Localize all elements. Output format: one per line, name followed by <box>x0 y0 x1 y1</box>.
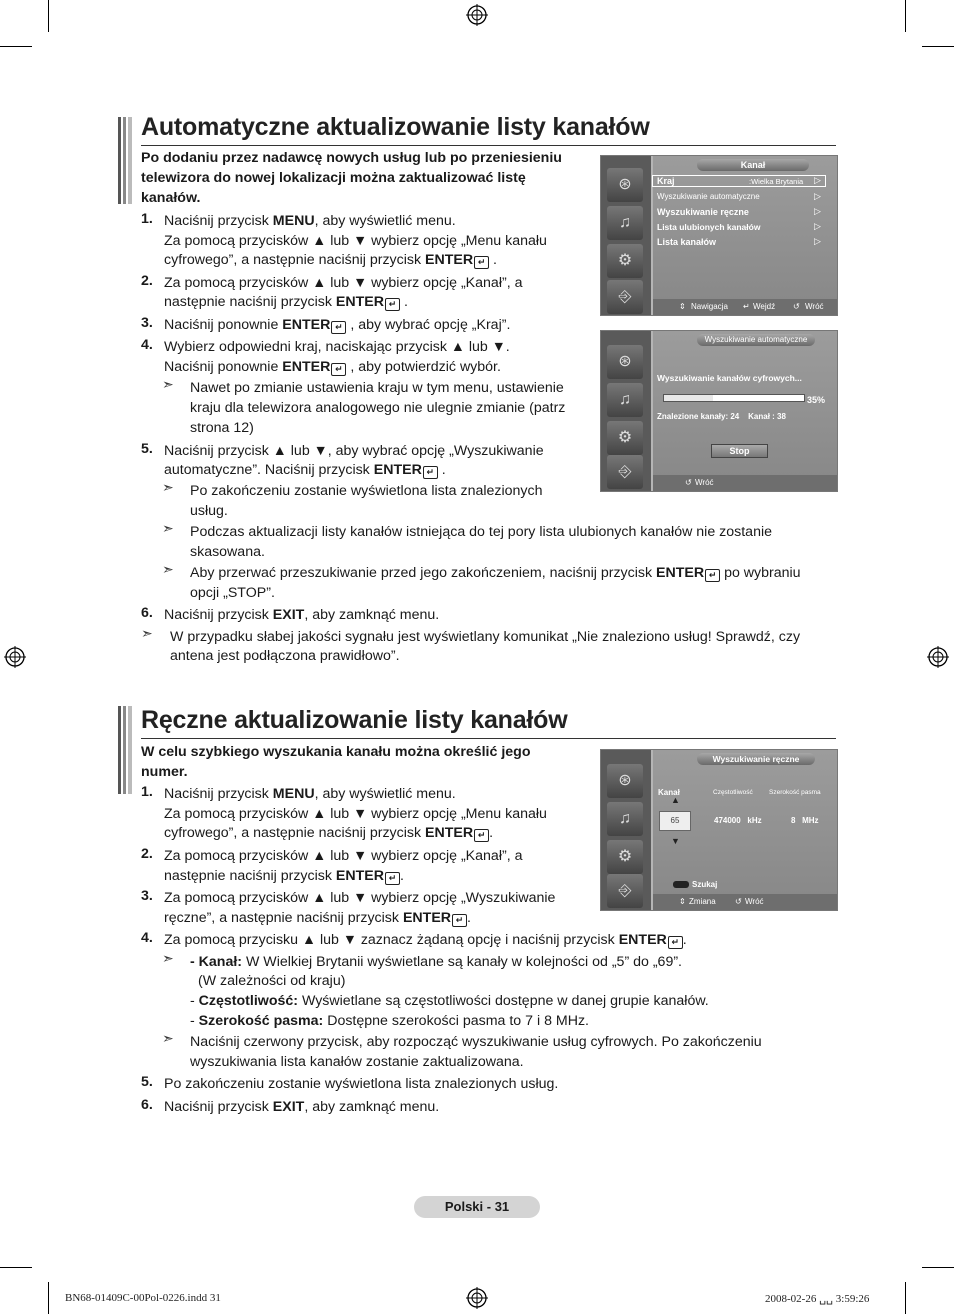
intro-line: Po dodaniu przez nadawcę nowych usług lub po przeniesieniu <box>141 150 562 166</box>
chevron-right-icon: ▷ <box>814 191 821 201</box>
setup-gear-icon: ⚙ <box>607 421 643 455</box>
osd-content <box>653 331 837 491</box>
step-text: Wybierz odpowiedni kraj, naciskając przycisk ▲ lub ▼. <box>164 339 510 355</box>
step-number: 4. <box>141 930 153 946</box>
sound-icon: ♫ <box>607 802 643 836</box>
step-text: Naciśnij przycisk MENU, aby wyświetlić menu. <box>164 213 456 229</box>
section-title-auto: Automatyczne aktualizowanie listy kanałów <box>141 113 650 141</box>
note-text: Naciśnij czerwony przycisk, aby rozpocząć wyszukiwanie usług cyfrowych. Po zakończeniu <box>190 1034 762 1050</box>
osd-status: Wyszukiwanie kanałów cyfrowych... <box>657 373 802 383</box>
note-arrow-icon: ➣ <box>162 1030 174 1046</box>
note-text: Podczas aktualizacji listy kanałów istniejąca do tej pory lista ulubionych kanałów nie zostanie <box>190 524 772 540</box>
crop-mark <box>922 46 954 47</box>
red-button-icon <box>673 881 689 888</box>
note-text: skasowana. <box>190 544 265 560</box>
enter-icon: ↵ <box>705 569 720 582</box>
input-icon: ⎆ <box>607 280 643 314</box>
input-icon: ⎆ <box>607 455 643 489</box>
step-number: 1. <box>141 784 153 800</box>
updown-icon: ⇕ <box>679 302 686 311</box>
note-text: Aby przerwać przeszukiwanie przed jego zakończeniem, naciśnij przycisk ENTER ↵ po wybraniu <box>190 565 801 581</box>
osd-col-channel: Kanał <box>658 788 680 797</box>
note-text: - Kanał: W Wielkiej Brytanii wyświetlane są kanały w kolejności od „5” do „69”. <box>190 954 683 970</box>
note-text: Nawet po zmianie ustawienia kraju w tym menu, ustawienie <box>190 380 564 396</box>
step-number: 6. <box>141 605 153 621</box>
arrow-down-icon[interactable]: ▼ <box>671 836 680 846</box>
osd-footer: ↺ Wróć <box>653 475 837 491</box>
enter-icon: ↵ <box>385 298 400 311</box>
crop-mark <box>48 1282 49 1314</box>
step-number: 5. <box>141 441 153 457</box>
registration-mark-icon <box>4 646 26 668</box>
osd-col-frequency: Częstotliwość <box>713 789 753 796</box>
enter-icon: ↵ <box>668 936 683 949</box>
sound-icon: ♫ <box>607 206 643 240</box>
chevron-right-icon: ▷ <box>814 236 821 246</box>
osd-header: Wyszukiwanie automatyczne <box>697 334 815 346</box>
step-number: 4. <box>141 337 153 353</box>
note-text: - Częstotliwość: Wyświetlane są częstotliwości dostępne w danej grupie kanałów. <box>190 993 709 1009</box>
step-text: Za pomocą przycisków ▲ lub ▼ wybierz opcję „Menu kanału <box>164 233 547 249</box>
step-text: ręczne”, a następnie naciśnij przycisk ENTER ↵ . <box>164 910 471 926</box>
progress-fill <box>664 395 713 401</box>
registration-mark-icon <box>466 4 488 26</box>
step-number: 6. <box>141 1097 153 1113</box>
step-number: 1. <box>141 211 153 227</box>
registration-mark-icon <box>927 646 949 668</box>
osd-channel-menu <box>600 155 838 316</box>
antenna-icon: ⊛ <box>607 764 643 798</box>
intro-line: kanałów. <box>141 190 201 206</box>
osd-item[interactable]: Wyszukiwanie automatyczne <box>657 192 760 201</box>
input-icon: ⎆ <box>607 874 643 908</box>
note-arrow-icon: ➣ <box>162 950 174 966</box>
note-text: opcji „STOP”. <box>190 585 275 601</box>
note-text: strona 12) <box>190 420 254 436</box>
osd-item[interactable]: Lista kanałów <box>657 237 717 247</box>
osd-bandwidth-value: 8 MHz <box>791 816 819 825</box>
osd-auto-search <box>600 330 838 492</box>
section-rule <box>141 738 836 739</box>
chevron-right-icon: ▷ <box>814 221 821 231</box>
enter-icon: ↵ <box>452 914 467 927</box>
step-text: następnie naciśnij przycisk ENTER ↵ . <box>164 294 408 310</box>
crop-mark <box>922 1267 954 1268</box>
note-arrow-icon: ➣ <box>162 376 174 392</box>
stop-button[interactable]: Stop <box>711 444 768 458</box>
progress-bar <box>663 394 805 402</box>
section-rule <box>141 145 836 146</box>
section-title-manual: Ręczne aktualizowanie listy kanałów <box>141 706 568 734</box>
step-text: Po zakończeniu zostanie wyświetlona lista znalezionych usług. <box>164 1076 559 1092</box>
enter-icon: ↵ <box>385 872 400 885</box>
crop-mark <box>0 1267 32 1268</box>
enter-icon: ↵ <box>474 829 489 842</box>
crop-mark <box>48 0 49 32</box>
note-arrow-icon: ➣ <box>162 561 174 577</box>
step-text: automatyczne”. Naciśnij przycisk ENTER ↵ . <box>164 462 446 478</box>
chevron-right-icon: ▷ <box>814 175 821 185</box>
note-text: kraju dla telewizora analogowego nie ulegnie zmianie (patrz <box>190 400 566 416</box>
enter-icon: ↵ <box>474 256 489 269</box>
crop-mark <box>905 0 906 32</box>
step-number: 5. <box>141 1074 153 1090</box>
setup-gear-icon: ⚙ <box>607 840 643 874</box>
osd-footer: ⇕ Nawigacja ↵ Wejdź ↺ Wróć <box>653 299 837 315</box>
osd-header: Wyszukiwanie ręczne <box>697 753 815 765</box>
intro-line: W celu szybkiego wyszukania kanału można określić jego <box>141 744 531 760</box>
note-arrow-icon: ➣ <box>162 520 174 536</box>
note-text: W przypadku słabej jakości sygnału jest wyświetlany komunikat „Nie znaleziono usług! Sprawdź, czy <box>170 629 801 645</box>
step-text: Naciśnij ponownie ENTER ↵ , aby potwierdzić wybór. <box>164 359 501 375</box>
osd-footer: ⇕ Zmiana ↺ Wróć <box>653 894 837 910</box>
crop-mark <box>905 1282 906 1314</box>
osd-col-bandwidth: Szerokość pasma <box>769 789 821 796</box>
intro-line: numer. <box>141 764 188 780</box>
enter-icon: ↵ <box>743 302 750 311</box>
intro-line: telewizora do nowej lokalizacji można zaktualizować listę <box>141 170 526 186</box>
chevron-right-icon: ▷ <box>814 206 821 216</box>
osd-found-count: Znalezione kanały: 24 Kanał : 38 <box>657 412 786 421</box>
step-text: Naciśnij ponownie ENTER ↵ , aby wybrać opcję „Kraj”. <box>164 317 511 333</box>
step-text: następnie naciśnij przycisk ENTER ↵ . <box>164 868 404 884</box>
step-number: 2. <box>141 273 153 289</box>
search-action[interactable]: Szukaj <box>692 880 718 889</box>
return-icon: ↺ <box>685 478 692 487</box>
step-number: 2. <box>141 846 153 862</box>
section-accent-bar <box>118 117 132 204</box>
enter-icon: ↵ <box>423 466 438 479</box>
step-text: Za pomocą przycisków ▲ lub ▼ wybierz opcję „Menu kanału <box>164 806 547 822</box>
note-text: (W zależności od kraju) <box>198 973 346 989</box>
return-icon: ↺ <box>793 302 800 311</box>
step-text: Naciśnij przycisk ▲ lub ▼, aby wybrać opcję „Wyszukiwanie <box>164 443 544 459</box>
osd-item-kraj[interactable]: Kraj <box>657 176 675 186</box>
osd-sidebar <box>601 750 651 910</box>
registration-mark-icon <box>466 1287 488 1309</box>
print-slug-left: BN68-01409C-00Pol-0226.indd 31 <box>65 1292 221 1304</box>
step-number: 3. <box>141 888 153 904</box>
osd-frequency-value: 474000 kHz <box>714 816 762 825</box>
note-text: antena jest podłączona prawidłowo”. <box>170 648 400 664</box>
arrow-up-icon[interactable]: ▲ <box>671 795 680 805</box>
progress-percent: 35% <box>807 395 826 405</box>
osd-manual-search <box>600 749 838 911</box>
page-number: Polski - 31 <box>414 1196 540 1218</box>
note-text: - Szerokość pasma: Dostępne szerokości pasma to 7 i 8 MHz. <box>190 1013 589 1029</box>
enter-icon: ↵ <box>331 363 346 376</box>
osd-header: Kanał <box>697 159 809 171</box>
osd-sidebar <box>601 331 651 491</box>
channel-number-input[interactable]: 65 <box>659 811 691 831</box>
step-text: Naciśnij przycisk MENU, aby wyświetlić menu. <box>164 786 456 802</box>
note-text: Po zakończeniu zostanie wyświetlona lista znalezionych <box>190 483 543 499</box>
return-icon: ↺ <box>735 897 742 906</box>
step-text: cyfrowego”, a następnie naciśnij przycisk ENTER ↵ . <box>164 825 494 841</box>
section-accent-bar <box>118 706 132 794</box>
print-slug-right: 2008-02-26 ␣␣ 3:59:26 <box>765 1293 870 1305</box>
antenna-icon: ⊛ <box>607 168 643 202</box>
osd-item[interactable]: Lista ulubionych kanałów <box>657 222 761 232</box>
antenna-icon: ⊛ <box>607 345 643 379</box>
note-arrow-icon: ➣ <box>141 625 153 641</box>
updown-icon: ⇕ <box>679 897 686 906</box>
setup-gear-icon: ⚙ <box>607 244 643 278</box>
step-text: Za pomocą przycisków ▲ lub ▼ wybierz opcję „Wyszukiwanie <box>164 890 556 906</box>
note-text: wyszukiwania lista kanałów zostanie zaktualizowana. <box>190 1054 524 1070</box>
note-text: usług. <box>190 503 228 519</box>
step-number: 3. <box>141 315 153 331</box>
sound-icon: ♫ <box>607 383 643 417</box>
step-text: Za pomocą przycisków ▲ lub ▼ wybierz opcję „Kanał”, a <box>164 275 523 291</box>
step-text: cyfrowego”, a następnie naciśnij przycisk ENTER ↵ . <box>164 252 497 268</box>
note-arrow-icon: ➣ <box>162 479 174 495</box>
enter-icon: ↵ <box>331 321 346 334</box>
step-text: Naciśnij przycisk EXIT, aby zamknąć menu. <box>164 607 440 623</box>
osd-sidebar <box>601 156 651 315</box>
step-text: Za pomocą przycisków ▲ lub ▼ wybierz opcję „Kanał”, a <box>164 848 523 864</box>
crop-mark <box>0 46 32 47</box>
step-text: Naciśnij przycisk EXIT, aby zamknąć menu. <box>164 1099 440 1115</box>
osd-kraj-value: :Wielka Brytania <box>749 177 804 186</box>
osd-item[interactable]: Wyszukiwanie ręczne <box>657 207 749 217</box>
step-text: Za pomocą przycisku ▲ lub ▼ zaznacz żądaną opcję i naciśnij przycisk ENTER ↵ . <box>164 932 687 948</box>
